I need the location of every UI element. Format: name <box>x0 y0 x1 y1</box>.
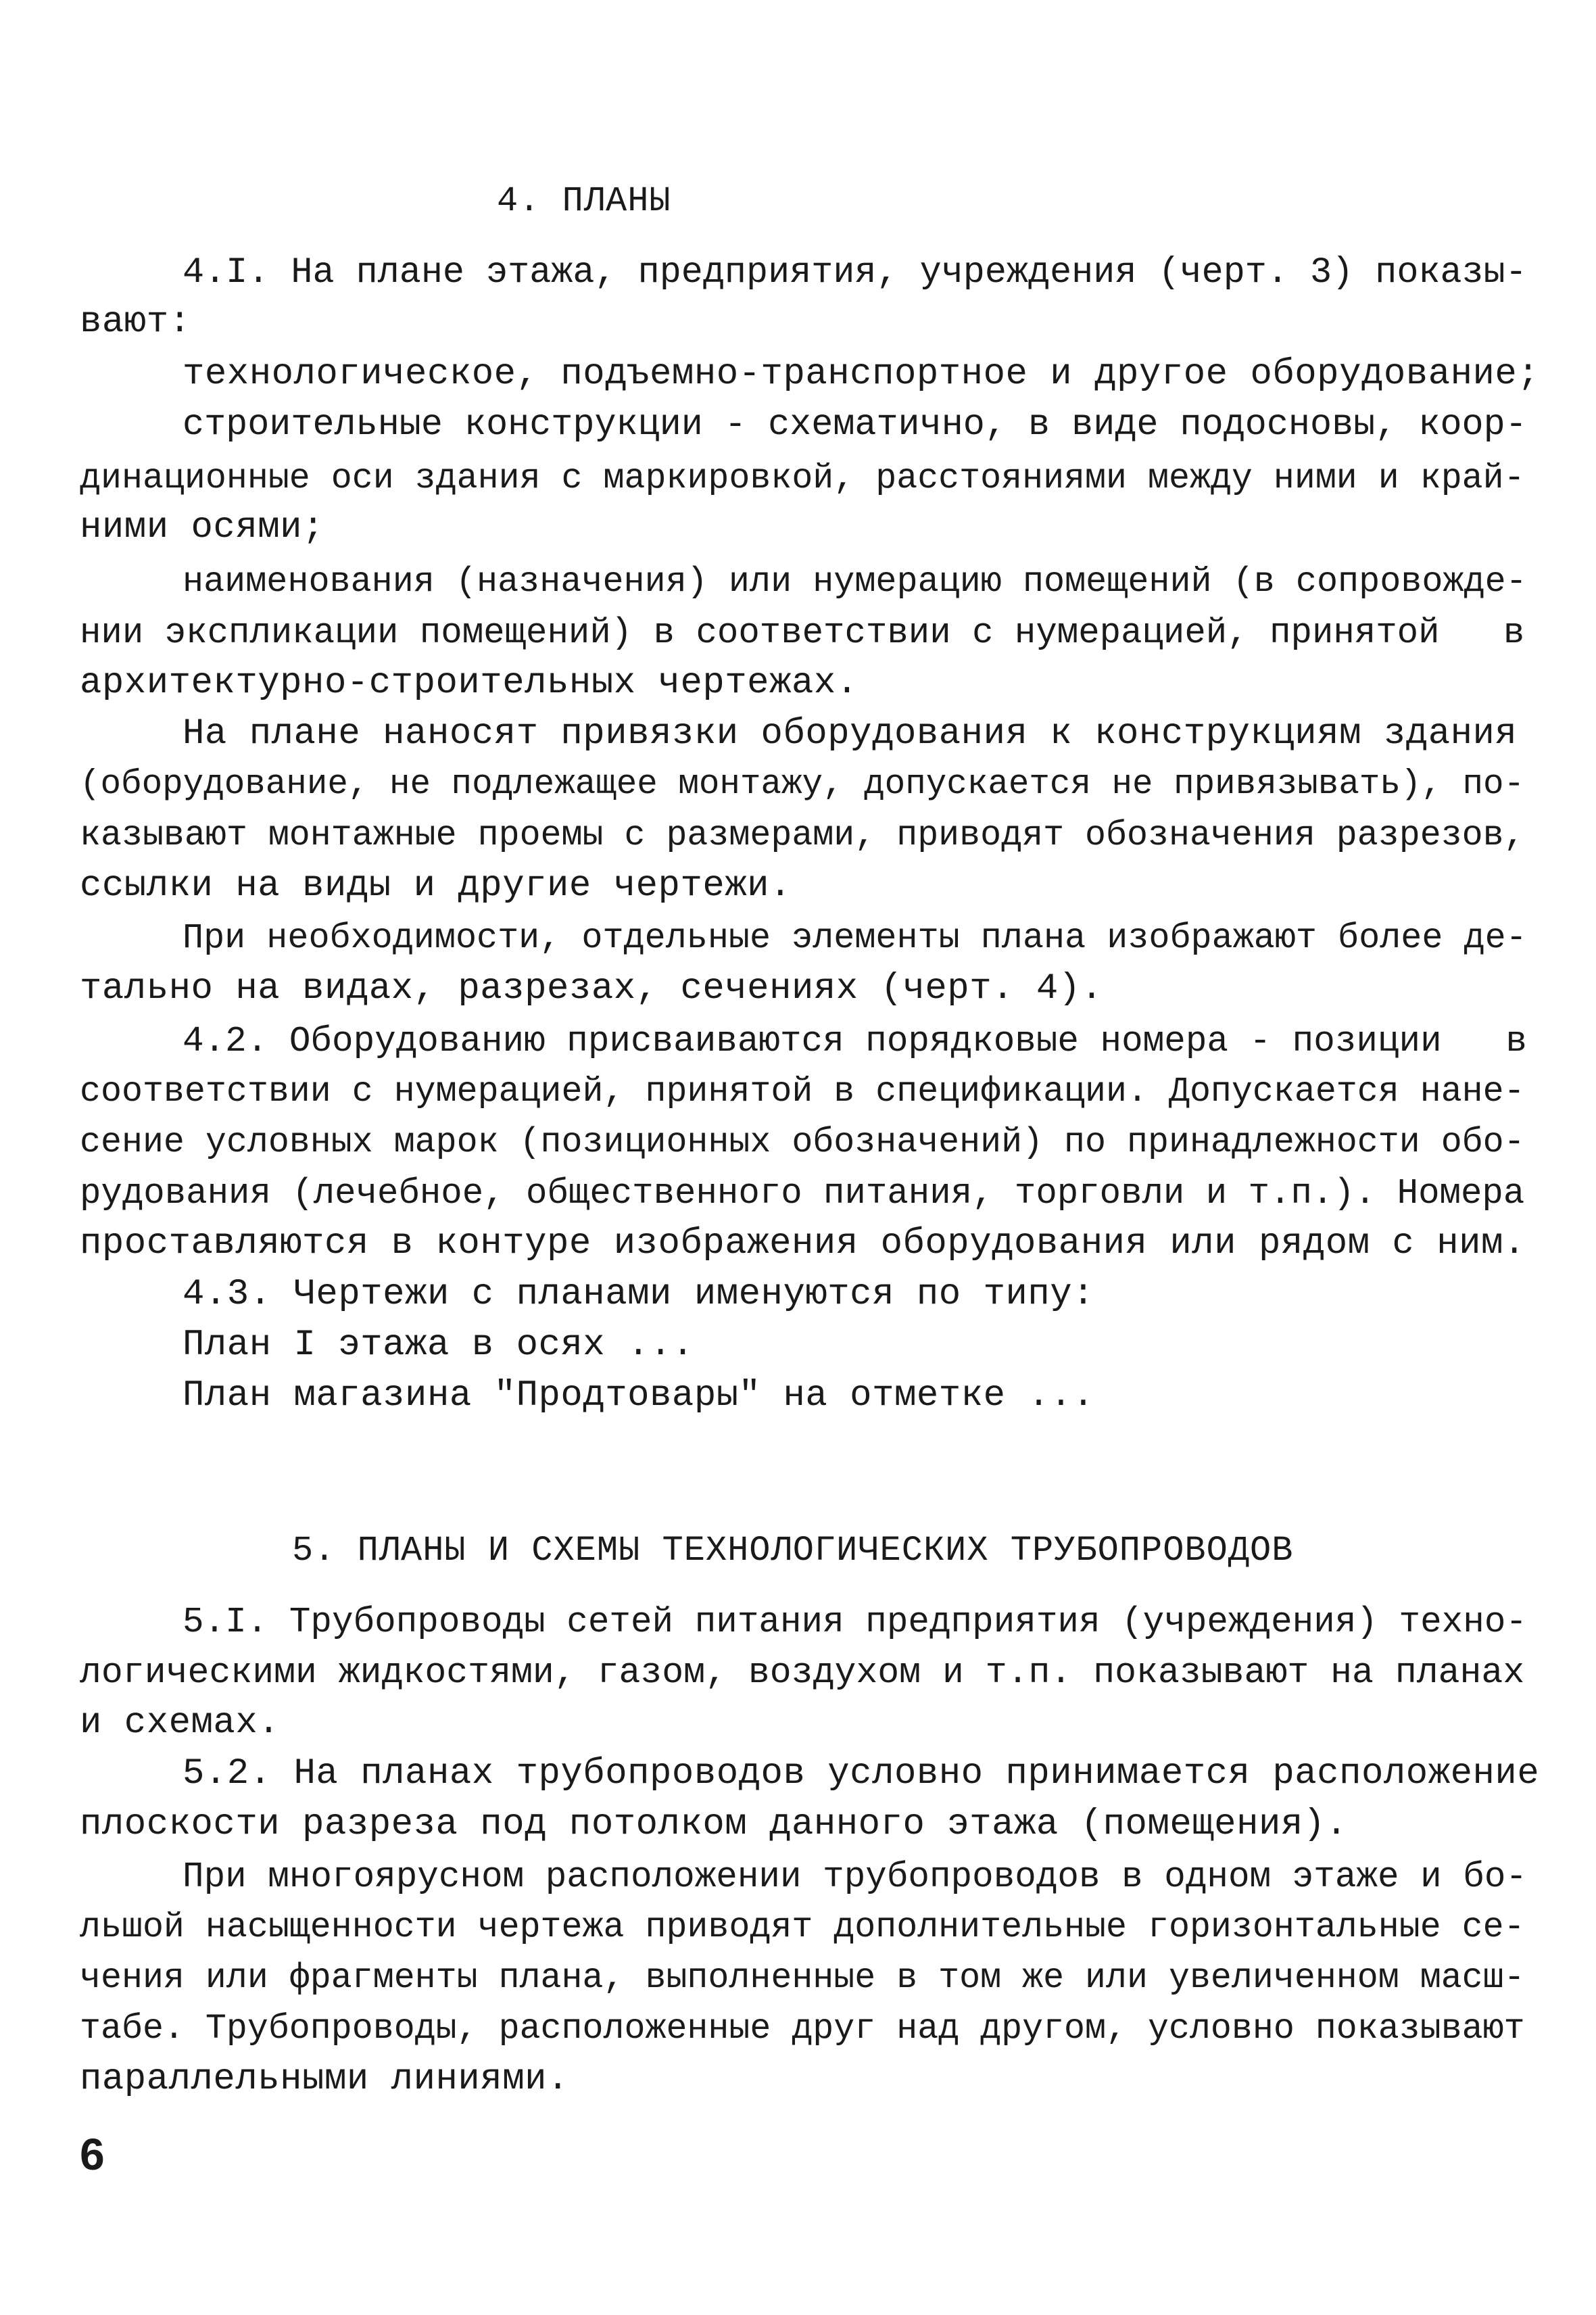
text-line: льшой насыщенности чертежа приводят дополнительные горизонтальные се- <box>80 1907 1525 1947</box>
text-line: технологическое, подъемно-транспортное и другое оборудование; <box>183 354 1540 395</box>
text-line: вают: <box>80 302 191 343</box>
text-line: 5.2. На планах трубопроводов условно принимается расположение <box>183 1753 1540 1794</box>
section-4-title: 4. ПЛАНЫ <box>497 181 671 221</box>
text-line: логическими жидкостями, газом, воздухом и т.п. показывают на планах <box>80 1652 1525 1693</box>
text-line: соответствии с нумерацией, принятой в спецификации. Допускается нане- <box>80 1072 1525 1112</box>
text-line: чения или фрагменты плана, выполненные в том же или увеличенном масш- <box>80 1958 1525 1998</box>
text-line: 5.I. Трубопроводы сетей питания предприятия (учреждения) техно- <box>183 1602 1527 1642</box>
text-line: нии экспликации помещений) в соответствии с нумерацией, принятой в <box>80 613 1525 653</box>
text-line: При необходимости, отдельные элементы плана изображают более де- <box>183 918 1527 958</box>
page-number: 6 <box>80 2129 105 2179</box>
text-line: 4.I. На плане этажа, предприятия, учреждения (черт. 3) показы- <box>183 252 1527 293</box>
text-line: сение условных марок (позиционных обозначений) по принадлежности обо- <box>80 1122 1525 1162</box>
text-line: 4.3. Чертежи с планами именуются по типу: <box>183 1274 1095 1315</box>
text-line: На плане наносят привязки оборудования к конструкциям здания <box>183 713 1518 755</box>
section-5-title: 5. ПЛАНЫ И СХЕМЫ ТЕХНОЛОГИЧЕСКИХ ТРУБОПРОВОДОВ <box>292 1531 1294 1571</box>
text-line: казывают монтажные проемы с размерами, приводят обозначения разрезов, <box>80 815 1525 855</box>
text-line: наименования (назначения) или нумерацию помещений (в сопровожде- <box>183 562 1527 602</box>
text-line: (оборудование, не подлежащее монтажу, допускается не привязывать), по- <box>80 765 1525 804</box>
text-line: динационные оси здания с маркировкой, расстояниями между ними и край- <box>80 458 1525 498</box>
text-line: табе. Трубопроводы, расположенные друг над другом, условно показывают <box>80 2009 1525 2049</box>
text-line: плоскости разреза под потолком данного этажа (помещения). <box>80 1804 1348 1845</box>
text-line: План I этажа в осях ... <box>183 1324 694 1366</box>
text-line: архитектурно-строительных чертежах. <box>80 663 859 704</box>
text-line: При многоярусном расположении трубопроводов в одном этаже и бо- <box>183 1857 1527 1897</box>
text-line: рудования (лечебное, общественного питания, торговли и т.п.). Номера <box>80 1173 1525 1214</box>
text-line: строительные конструкции - схематично, в виде подосновы, коор- <box>183 404 1527 446</box>
text-line: План магазина "Продтовары" на отметке ... <box>183 1375 1095 1416</box>
text-line: ссылки на виды и другие чертежи. <box>80 865 792 907</box>
text-line: ними осями; <box>80 507 324 548</box>
text-line: проставляются в контуре изображения оборудования или рядом с ним. <box>80 1223 1526 1264</box>
text-line: 4.2. Оборудованию присваиваются порядковые номера - позиции в <box>183 1021 1527 1061</box>
text-line: параллельными линиями. <box>80 2059 569 2100</box>
text-line: и схемах. <box>80 1702 281 1744</box>
text-line: тально на видах, разрезах, сечениях (черт. 4). <box>80 968 1103 1009</box>
